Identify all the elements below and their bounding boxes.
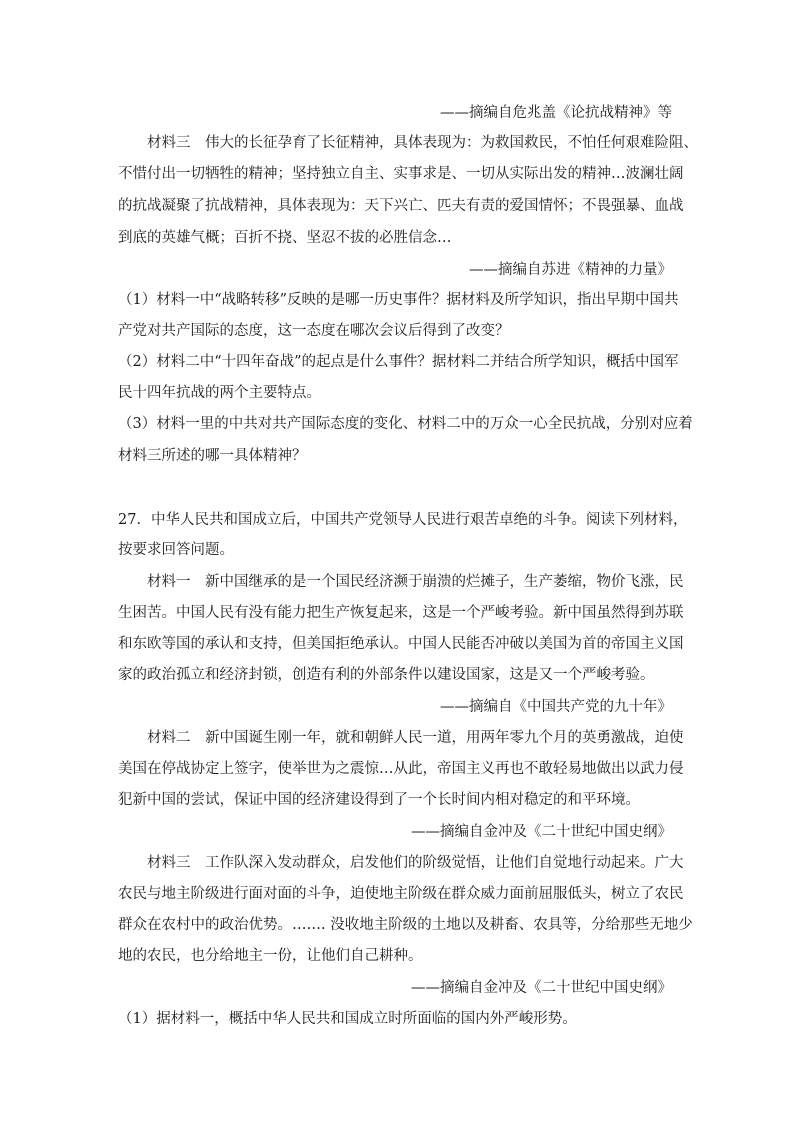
question-26-3-line-2: 材料三所述的哪一具体精神？ (118, 448, 307, 464)
material-3b-line-2: 农民与地主阶级进行面对面的斗争，迫使地主阶级在群众威力面前屈服低头，树立了农民 (118, 886, 684, 902)
source-citation-1: ——摘编自危兆盖《论抗战精神》等 (440, 105, 672, 121)
question-27-1: （1）据材料一，概括中华人民共和国成立时所面临的国内外严峻形势。 (118, 1011, 577, 1027)
source-citation-2: ——摘编自苏进《精神的力量》 (469, 262, 672, 278)
question-26-2-line-2: 民十四年抗战的两个主要特点。 (118, 385, 321, 401)
material-3-line-3: 的抗战凝聚了抗战精神，具体表现为：天下兴亡、匹夫有责的爱国情怀；不畏强暴、血战 (118, 198, 684, 214)
material-1-line-1: 材料一 新中国继承的是一个国民经济濒于崩溃的烂摊子，生产萎缩，物价飞涨，民 (147, 574, 684, 590)
material-1-line-3: 和东欧等国的承认和支持，但美国拒绝承认。中国人民能否冲破以美国为首的帝国主义国 (118, 636, 684, 652)
material-3-line-1: 材料三 伟大的长征孕育了长征精神，具体表现为：为救国救民，不怕任何艰难险阻、 (147, 135, 698, 151)
source-citation-5: ——摘编自金冲及《二十世纪中国史纲》 (411, 980, 672, 996)
material-1-line-4: 家的政治孤立和经济封锁，创造有利的外部条件以建设国家，这是又一个严峻考验。 (118, 667, 655, 683)
material-3b-line-1: 材料三 工作队深入发动群众，启发他们的阶级觉悟，让他们自觉地行动起来。广大 (147, 855, 684, 871)
material-3b-line-3: 群众在农村中的政治优势。……. 没收地主阶级的土地以及耕畜、农具等，分给那些无地少 (118, 917, 693, 933)
material-2-line-2: 美国在停战协定上签字，使举世为之震惊…从此，帝国主义再也不敢轻易地做出以武力侵 (118, 761, 684, 777)
question-26-1-line-2: 产党对共产国际的态度，这一态度在哪次会议后得到了改变？ (118, 323, 510, 339)
source-citation-3: ——摘编自《中国共产党的九十年》 (440, 699, 672, 715)
question-27-intro-line-2: 按要求回答问题。 (118, 542, 234, 558)
material-2-line-1: 材料二 新中国诞生刚一年，就和朝鲜人民一道，用两年零九个月的英勇激战，迫使 (147, 730, 684, 746)
material-3b-line-4: 地的农民，也分给地主一份，让他们自己耕种。 (118, 948, 423, 964)
question-27-intro-line-1: 27．中华人民共和国成立后，中国共产党领导人民进行艰苦卓绝的斗争。阅读下列材料， (118, 512, 688, 528)
source-citation-4: ——摘编自金冲及《二十世纪中国史纲》 (411, 824, 672, 840)
material-1-line-2: 生困苦。中国人民有没有能力把生产恢复起来，这是一个严峻考验。新中国虽然得到苏联 (118, 605, 684, 621)
material-3-line-2: 不惜付出一切牺牲的精神；坚持独立自主、实事求是、一切从实际出发的精神…波澜壮阔 (118, 166, 684, 182)
question-26-1-line-1: （1）材料一中“战略转移”反映的是哪一历史事件？据材料及所学知识，指出早期中国共 (118, 292, 679, 308)
question-26-2-line-1: （2）材料二中“十四年奋战”的起点是什么事件？据材料二并结合所学知识，概括中国军 (118, 354, 679, 370)
question-26-3-line-1: （3）材料一里的中共对共产国际态度的变化、材料二中的万众一心全民抗战，分别对应着 (118, 416, 693, 432)
material-3-line-4: 到底的英雄气概；百折不挠、坚忍不拔的必胜信念… (118, 230, 452, 246)
material-2-line-3: 犯新中国的尝试，保证中国的经济建设得到了一个长时间内相对稳定的和平环境。 (118, 792, 640, 808)
